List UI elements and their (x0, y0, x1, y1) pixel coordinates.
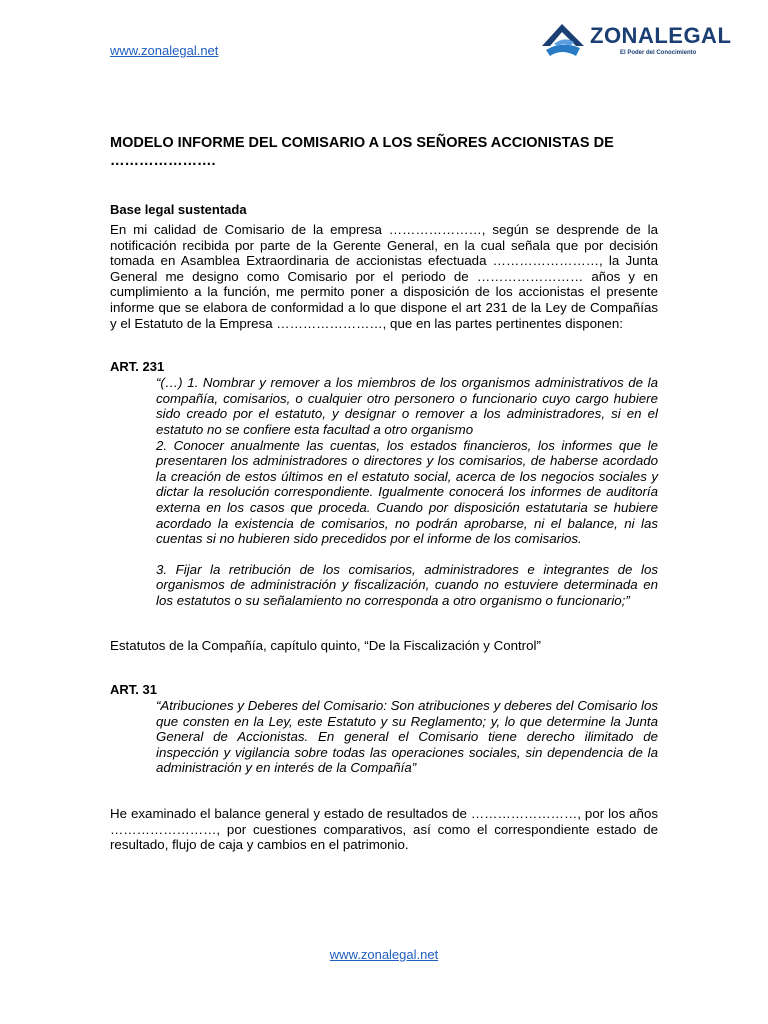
logo-tagline: El Poder del Conocimiento (620, 50, 697, 56)
document-title: MODELO INFORME DEL COMISARIO A LOS SEÑORES ACCIONISTAS DE (110, 135, 614, 151)
footer-website-link[interactable]: www.zonalegal.net (329, 947, 439, 962)
art31-quote: “Atribuciones y Deberes del Comisario: Son atribuciones y deberes del Comisario los que consten en la Ley, este Estatuto y su Reglamento; y, lo que determine la Junta General de Accionistas. En general el Comisario tiene derecho ilimitado de inspección y vigilancia sobre todas las operaciones sociales, sin dependencia de la administración y en interés de la Compañía” (156, 698, 658, 776)
statutes-line: Estatutos de la Compañía, capítulo quinto, “De la Fiscalización y Control” (110, 638, 541, 654)
art31-heading: ART. 31 (110, 682, 157, 698)
art231-item-1: “(…) 1. Nombrar y remover a los miembros de los organismos administrativos de la compañía, comisarios, o cualquier otro personero o funcionario cuyo cargo hubiere sido creado por el estatuto, y designar o remover a los administradores, si en el estatuto no se confiere esta facultad a otro organismo (156, 375, 658, 437)
art231-item-2: 2. Conocer anualmente las cuentas, los estados financieros, los informes que le presentaren los administradores o directores y los comisarios, de haberse acordado la creación de estos últimos en el estatuto social, acerca de los negocios sociales y dictar la resolución correspondiente. Igualmente conocerá los informes de auditoría externa en los casos que proceda. Cuando por disposición estatutaria se hubiere acordado la existencia de comisarios, no podrán aprobarse, ni el balance, ni las cuentas si no hubieren sido precedidos por el informe de los comisarios. (156, 437, 658, 547)
closing-paragraph: He examinado el balance general y estado de resultados de ……………………, por los años ……………………, por cuestiones comparativos, así como el correspondiente estado de resultado, flujo de caja y cambios en el patrimonio. (110, 806, 658, 853)
document-body (110, 134, 658, 853)
logo-emblem-icon (540, 22, 588, 60)
art231-heading: ART. 231 (110, 359, 165, 375)
art231-item-3: 3. Fijar la retribución de los comisarios, administradores e integrantes de los organismos de administración y fiscalización, cuando no estuviere determinada en los estatutos o su señalamiento no corresponda a otro organismo o funcionario;” (156, 561, 658, 608)
header-website-link[interactable]: www.zonalegal.net (110, 43, 219, 58)
zonalegal-logo (540, 20, 732, 68)
document-title-blank: …………………. (110, 153, 216, 169)
intro-paragraph: En mi calidad de Comisario de la empresa …………………, según se desprende de la notificación recibida por parte de la Gerente General, en la cual señala que por decisión tomada en Asamblea Extraordinaria de accionistas efectuada ……………………, la Junta General me designo como Comisario por el periodo de …………………… años y en cumplimiento a la función, me permito poner a disposición de los accionistas el presente informe que se elabora de conformidad a lo que dispone el art 231 de la Ley de Compañías y el Estatuto de la Empresa ……………………, que en las partes pertinentes disponen: (110, 222, 658, 331)
section-heading: Base legal sustentada (110, 202, 247, 217)
logo-name: ZONALEGAL (590, 23, 732, 48)
